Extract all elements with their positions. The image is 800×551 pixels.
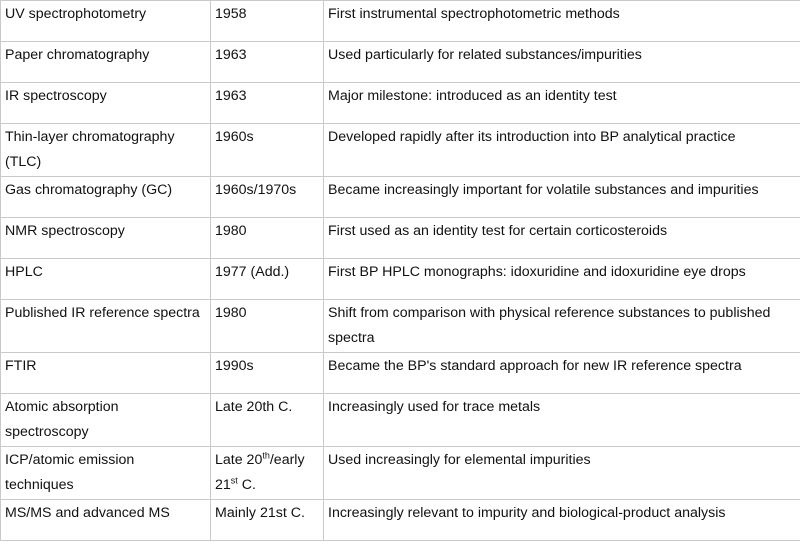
table-row — [1, 83, 800, 124]
note-cell: Used particularly for related substances/impurities — [324, 42, 800, 83]
table-row — [1, 394, 800, 447]
date-cell: 1960s — [211, 124, 324, 177]
date-text: Late 20 — [215, 452, 263, 468]
date-text: C. — [237, 477, 256, 493]
note-cell: First BP HPLC monographs: idoxuridine and idoxuridine eye drops — [324, 259, 800, 300]
ordinal-suffix: th — [262, 450, 270, 461]
technique-cell: UV spectrophotometry — [1, 1, 211, 42]
date-cell: 1990s — [211, 353, 324, 394]
table-row — [1, 300, 800, 353]
technique-cell: Published IR reference spectra — [1, 300, 211, 353]
note-cell: Developed rapidly after its introduction into BP analytical practice — [324, 124, 800, 177]
note-cell: Shift from comparison with physical reference substances to published spectra — [324, 300, 800, 353]
technique-cell: ICP/atomic emission techniques — [1, 447, 211, 500]
ordinal-suffix: st — [230, 475, 238, 486]
table-row — [1, 42, 800, 83]
table-row — [1, 124, 800, 177]
date-cell: 1963 — [211, 83, 324, 124]
date-cell — [211, 447, 324, 500]
date-text: /early 21 — [215, 452, 305, 493]
table-row — [1, 447, 800, 500]
table-row — [1, 353, 800, 394]
table-row — [1, 218, 800, 259]
date-cell: 1977 (Add.) — [211, 259, 324, 300]
technique-cell: IR spectroscopy — [1, 83, 211, 124]
note-cell: Used increasingly for elemental impurities — [324, 447, 800, 500]
technique-cell: NMR spectroscopy — [1, 218, 211, 259]
technique-cell: FTIR — [1, 353, 211, 394]
date-cell: 1980 — [211, 300, 324, 353]
date-cell: 1963 — [211, 42, 324, 83]
technique-cell: HPLC — [1, 259, 211, 300]
note-cell: Increasingly used for trace metals — [324, 394, 800, 447]
note-cell: First instrumental spectrophotometric methods — [324, 1, 800, 42]
note-cell: First used as an identity test for certain corticosteroids — [324, 218, 800, 259]
date-cell: 1980 — [211, 218, 324, 259]
table-row — [1, 1, 800, 42]
note-cell: Increasingly relevant to impurity and biological-product analysis — [324, 500, 800, 541]
table-row — [1, 259, 800, 300]
date-cell: 1958 — [211, 1, 324, 42]
technique-cell: Atomic absorption spectroscopy — [1, 394, 211, 447]
technique-cell: Paper chromatography — [1, 42, 211, 83]
table-row — [1, 500, 800, 541]
table-row — [1, 177, 800, 218]
note-cell: Became increasingly important for volatile substances and impurities — [324, 177, 800, 218]
technique-cell: Thin-layer chromatography (TLC) — [1, 124, 211, 177]
date-cell: 1960s/1970s — [211, 177, 324, 218]
date-cell: Mainly 21st C. — [211, 500, 324, 541]
note-cell: Became the BP's standard approach for new IR reference spectra — [324, 353, 800, 394]
technique-cell: Gas chromatography (GC) — [1, 177, 211, 218]
technique-cell: MS/MS and advanced MS — [1, 500, 211, 541]
note-cell: Major milestone: introduced as an identity test — [324, 83, 800, 124]
date-cell: Late 20th C. — [211, 394, 324, 447]
